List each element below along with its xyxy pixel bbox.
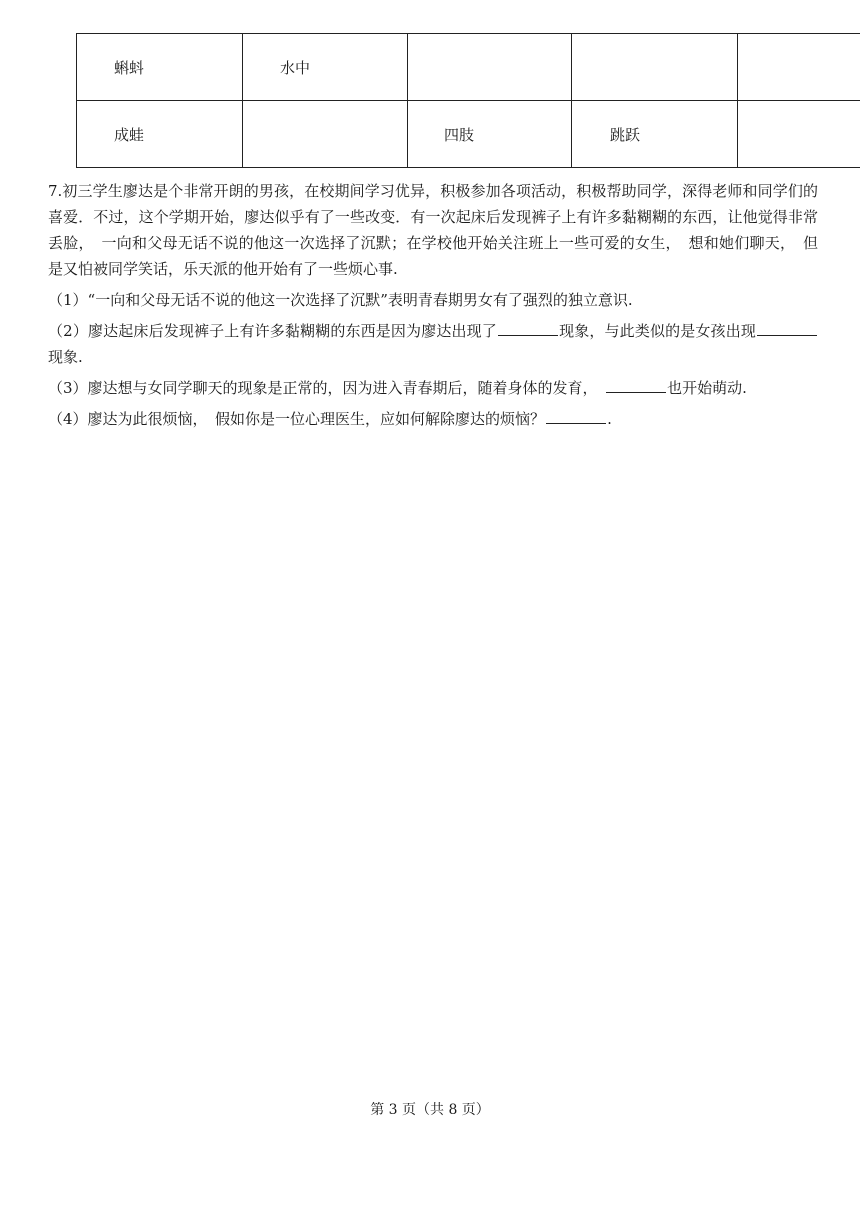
table-row xyxy=(77,101,860,168)
table-cell xyxy=(77,101,243,168)
question-part-1: （1）“一向和父母无话不说的他这一次选择了沉默”表明青春期男女有了强烈的独立意识. xyxy=(48,291,633,309)
part-4-text-a: （4）廖达为此很烦恼， 假如你是一位心理医生，应如何解除廖达的烦恼？ xyxy=(48,410,546,428)
cell-text: 成蛙 xyxy=(114,125,145,144)
table-cell xyxy=(243,34,408,101)
page-footer: 第 3 页（共 8 页） xyxy=(370,1102,490,1118)
answer-blank[interactable] xyxy=(546,408,606,424)
answer-blank[interactable] xyxy=(606,377,666,393)
table-cell xyxy=(408,34,572,101)
answer-table xyxy=(76,33,860,168)
cell-text: 蝌蚪 xyxy=(114,58,145,77)
question-part-2 xyxy=(48,318,818,370)
table-cell xyxy=(77,34,243,101)
question-part-3 xyxy=(48,375,818,401)
table-cell xyxy=(408,101,572,168)
part-2-text-a: （2）廖达起床后发现裤子上有许多黏糊糊的东西是因为廖达出现了 xyxy=(48,322,497,340)
cell-text: 水中 xyxy=(280,58,311,77)
table-cell xyxy=(572,101,738,168)
part-4-text-b: . xyxy=(607,410,612,428)
table-cell xyxy=(738,101,860,168)
table-cell xyxy=(572,34,738,101)
question-7 xyxy=(48,178,818,432)
table-cell xyxy=(738,34,860,101)
part-3-text-b: 也开始萌动. xyxy=(667,379,747,397)
part-3-text-a: （3）廖达想与女同学聊天的现象是正常的，因为进入青春期后，随着身体的发育， xyxy=(48,379,606,397)
cell-text: 跳跃 xyxy=(610,125,641,144)
cell-text: 四肢 xyxy=(444,125,475,144)
answer-blank[interactable] xyxy=(498,320,558,336)
table-cell xyxy=(243,101,408,168)
answer-blank[interactable] xyxy=(757,320,817,336)
table-row xyxy=(77,34,860,101)
part-2-text-b: 现象，与此类似的是女孩出现 xyxy=(558,322,756,340)
part-2-text-c: 现象. xyxy=(48,348,83,366)
question-part-4 xyxy=(48,406,818,432)
answer-table-wrapper xyxy=(76,33,860,168)
question-intro: 7.初三学生廖达是个非常开朗的男孩，在校期间学习优异，积极参加各项活动，积极帮助同学，深得老师和同学们的喜爱．不过，这个学期开始，廖达似乎有了一些改变．有一次起床后发现裤子上有许多黏糊糊的东西，让他觉得非常丢脸， 一向和父母无话不说的他这一次选择了沉默；在学校他开始关注班上一些可爱的女生， 想和她们聊天， 但是又怕被同学笑话，乐天派的他开始有了一些烦心事. xyxy=(48,182,818,278)
